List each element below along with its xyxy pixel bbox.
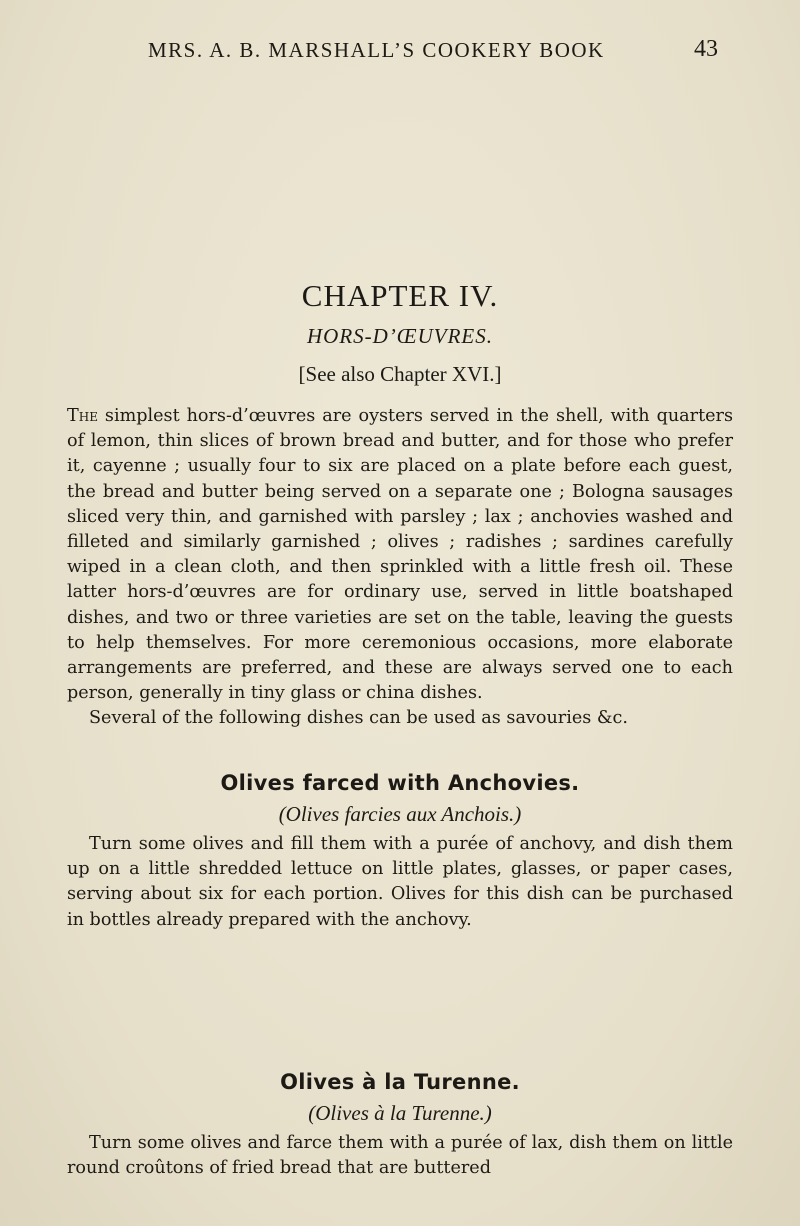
intro-lead-word: The — [67, 406, 98, 426]
recipe-text-olives-anchovies: Turn some olives and fill them with a purée of anchovy, and dish them up on a little shredded lettuce on little plates, glasses, or paper cases, serving about six for each portion. Olives for this dish can be purchased in bottles already prepared with the anchovy. — [67, 834, 733, 930]
running-title: MRS. A. B. MARSHALL’S COOKERY BOOK — [148, 38, 605, 62]
recipe-french-title-olives-anchovies: (Olives farcies aux Anchois.) — [278, 802, 522, 826]
recipe-title-olives-anchovies: Olives farced with Anchovies. — [220, 771, 580, 795]
chapter-title: CHAPTER IV. — [301, 278, 499, 313]
chapter-subtitle: HORS-D’ŒUVRES. — [306, 324, 494, 348]
recipe-text-olives-turenne: Turn some olives and farce them with a purée of lax, dish them on little round croûtons of fried bread that are buttered — [67, 1133, 733, 1179]
recipe-title-olives-turenne: Olives à la Turenne. — [280, 1070, 520, 1094]
see-also-note: [See also Chapter XVI.] — [298, 362, 502, 386]
intro-paragraph — [67, 404, 733, 732]
intro-text: simplest hors-d’œuvres are oysters served in the shell, with quarters of lemon, thin slices of brown bread and butter, and for those who prefer it, cayenne ; usually four to six are placed on a plate before each guest, the bread and butter being served on a separate one ; Bologna sausages sliced very thin, and garnished with parsley ; lax ; anchovies washed and filleted and similarly garnished ; olives ; radishes ; sardines carefully wiped in a clean cloth, and then sprinkled with a little fresh oil. These latter hors-d’œuvres are for ordinary use, served in little boatshaped dishes, and two or three varieties are set on the table, leaving the guests to help themselves. For more ceremonious occasions, more elaborate arrangements are preferred, and these are always served one to each person, generally in tiny glass or china dishes. — [67, 406, 733, 704]
recipe-french-title-olives-turenne: (Olives à la Turenne.) — [308, 1101, 492, 1125]
running-header — [148, 36, 718, 63]
page-number: 43 — [694, 36, 718, 62]
intro-second-paragraph: Several of the following dishes can be used as savouries &c. — [89, 708, 628, 729]
